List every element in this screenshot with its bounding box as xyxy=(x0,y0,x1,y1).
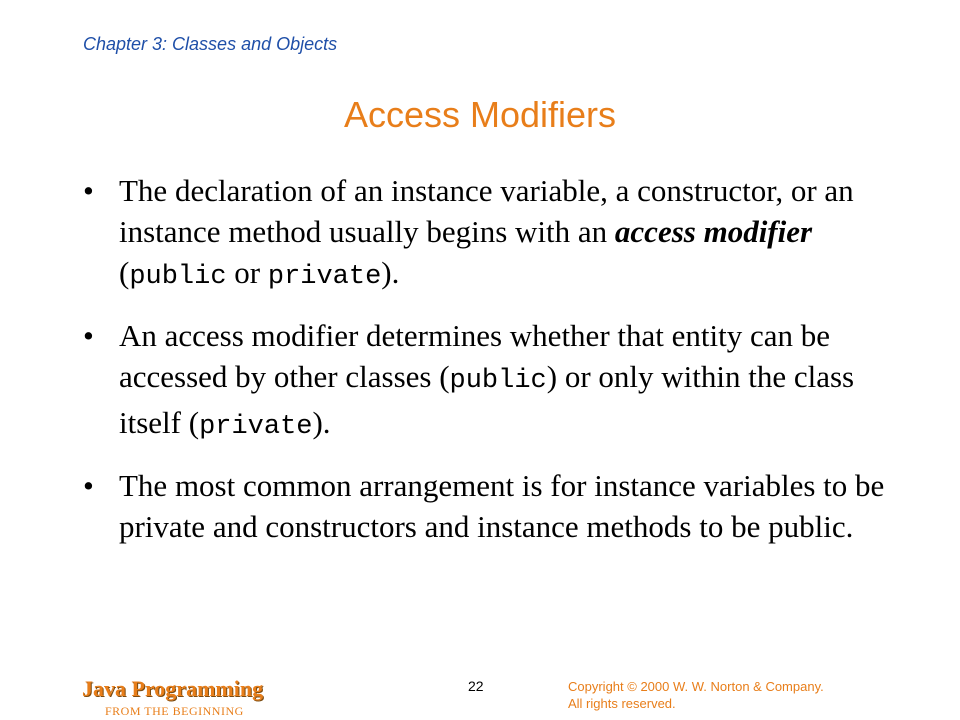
code-keyword: private xyxy=(199,412,313,442)
code-keyword: public xyxy=(449,366,547,396)
chapter-header: Chapter 3: Classes and Objects xyxy=(83,34,338,54)
text-run: ( xyxy=(119,255,130,290)
logo-title: Java Programming xyxy=(82,676,264,701)
text-run: ) or only within the class itself ( xyxy=(119,359,855,440)
bullet-text xyxy=(119,173,854,290)
text-run: ). xyxy=(312,405,331,440)
bullet-dot-icon: • xyxy=(83,318,94,353)
text-run: ). xyxy=(381,255,400,290)
text-run: The most common arrangement is for instance variables to be private and constructors and instance methods to be public. xyxy=(119,468,885,544)
logo-subtitle: FROM THE BEGINNING xyxy=(105,704,244,718)
slide-title: Access Modifiers xyxy=(343,94,617,135)
bullet-list xyxy=(80,170,900,564)
bullet-dot-icon: • xyxy=(83,173,94,208)
bullet-item xyxy=(80,465,900,547)
code-keyword: private xyxy=(267,262,382,292)
code-keyword: public xyxy=(129,262,227,292)
bullet-item xyxy=(80,170,900,298)
bullet-dot-icon: • xyxy=(83,468,94,503)
bullet-item xyxy=(80,315,900,448)
text-run: or xyxy=(226,255,268,290)
text-run: An access modifier determines whether that entity can be accessed by other classes ( xyxy=(119,318,831,394)
text-run: The declaration of an instance variable, a constructor, or an instance method usually begins with an xyxy=(119,173,854,249)
copyright-line: Copyright © 2000 W. W. Norton & Company. xyxy=(568,679,824,694)
bullet-text xyxy=(119,468,884,544)
copyright-line: All rights reserved. xyxy=(568,696,676,711)
copyright-notice xyxy=(568,678,824,712)
bullet-text xyxy=(119,318,854,440)
emphasis-term: access modifier xyxy=(614,214,813,249)
page-number: 22 xyxy=(468,678,484,694)
